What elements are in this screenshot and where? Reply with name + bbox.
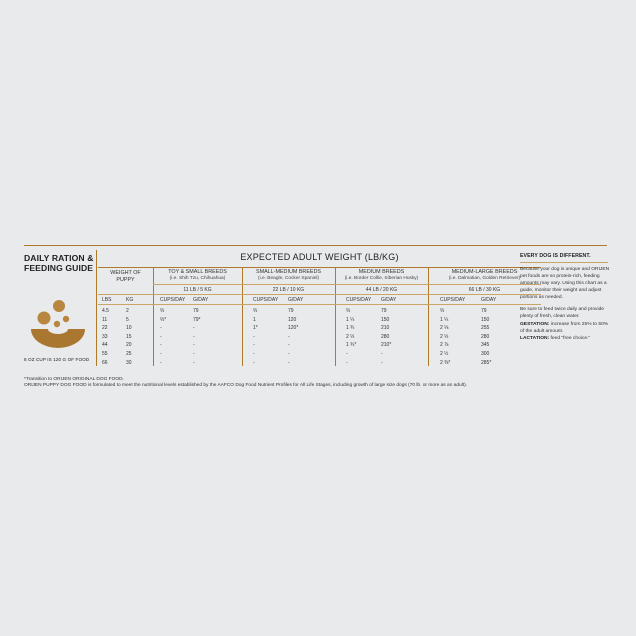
row-cups: 2 ⅞ — [440, 342, 449, 349]
row-grams: 255 — [481, 325, 490, 332]
row-grams: 120 — [288, 316, 297, 323]
breed-name-0: TOY & SMALL BREEDS — [168, 269, 227, 275]
guide-title-line2: FEEDING GUIDE — [24, 263, 94, 273]
cup-note: 8 OZ CUP IS 120 G OF FOOD — [24, 357, 90, 362]
row-grams: - — [193, 359, 195, 366]
row-grams: - — [288, 351, 290, 357]
row-cups: 1 ¾* — [346, 342, 357, 349]
footnotes — [24, 377, 614, 390]
info-divider — [520, 262, 608, 263]
cups-header-3: CUPS/DAY — [440, 297, 466, 303]
row-grams: 285* — [481, 359, 492, 366]
row-grams: 79 — [288, 308, 294, 314]
row-lbs: 33 — [102, 333, 108, 340]
weight-of-puppy-label-1: WEIGHT OF — [110, 270, 141, 276]
row-grams: - — [288, 342, 290, 349]
row-cups: - — [346, 351, 348, 357]
title-divider — [98, 267, 541, 268]
weight-divider — [98, 294, 541, 295]
row-kg: 25 — [126, 351, 132, 357]
guide-header — [24, 253, 96, 362]
row-cups: - — [253, 351, 255, 357]
row-lbs: 55 — [102, 351, 108, 357]
lactation-text: feed "free choice." — [549, 335, 591, 341]
row-cups: ⅔* — [160, 316, 167, 323]
row-lbs: 4.5 — [102, 308, 109, 314]
row-cups: 1 — [253, 316, 256, 323]
breed-sub-1: (i.e. Beagle, Cocker Spaniel) — [257, 276, 320, 281]
row-cups: - — [160, 351, 162, 357]
row-cups: 1 ¾ — [346, 325, 355, 332]
row-grams: 79 — [381, 308, 387, 314]
row-cups: - — [253, 342, 255, 349]
cups-header-1: CUPS/DAY — [253, 297, 279, 303]
row-cups: - — [160, 325, 162, 332]
lbs-header: LBS — [102, 297, 112, 303]
row-cups: - — [253, 359, 255, 366]
row-cups: 2 ⅓ — [440, 333, 449, 340]
row-cups: 1 ¼ — [346, 316, 355, 323]
row-cups: ⅔ — [346, 308, 351, 314]
row-kg: 2 — [126, 308, 129, 314]
row-grams: 280 — [381, 333, 390, 340]
row-cups: 2 ⅜* — [440, 359, 451, 366]
cups-header-2: CUPS/DAY — [346, 297, 372, 303]
row-kg: 5 — [126, 316, 129, 323]
row-cups: 2 ½ — [440, 351, 449, 357]
gday-header-1: G/DAY — [288, 297, 304, 303]
cups-header-0: CUPS/DAY — [160, 297, 186, 303]
breed-name-2: MEDIUM BREEDS — [358, 269, 405, 275]
gday-header-0: G/DAY — [193, 297, 209, 303]
kg-header: KG — [126, 297, 134, 303]
row-kg: 30 — [126, 359, 132, 366]
row-cups: - — [346, 359, 348, 366]
row-grams: 79* — [193, 316, 201, 323]
row-cups: 1* — [253, 325, 258, 332]
row-grams: 210* — [381, 342, 392, 349]
breed-sub-3: (i.e. Dalmatian, Golden Retriever) — [448, 276, 521, 281]
row-lbs: 66 — [102, 359, 108, 366]
row-grams: - — [381, 359, 383, 366]
row-cups: ⅔ — [440, 308, 445, 314]
row-grams: 280 — [481, 333, 490, 340]
gestation-note — [520, 321, 610, 335]
guide-title-line1: DAILY RATION & — [24, 253, 94, 263]
expected-weight-title: EXPECTED ADULT WEIGHT (LB/KG) — [240, 252, 399, 262]
info-column — [520, 253, 610, 342]
row-lbs: 44 — [102, 342, 108, 349]
row-grams: - — [193, 342, 195, 349]
row-kg: 15 — [126, 333, 132, 340]
row-grams: 79 — [481, 308, 487, 314]
row-grams: - — [193, 351, 195, 357]
row-cups: - — [160, 333, 162, 340]
breed-sub-0: (i.e. Shih Tzu, Chihuahua) — [169, 276, 226, 281]
row-cups: - — [160, 359, 162, 366]
gestation-text: increase from 25% to 50% of the adult amount. — [520, 321, 609, 334]
row-grams: - — [193, 333, 195, 340]
info-title: EVERY DOG IS DIFFERENT. — [520, 253, 591, 259]
breed-weight-0: 11 LB / 5 KG — [183, 287, 212, 293]
row-grams: 79 — [193, 308, 199, 314]
row-grams: 150 — [481, 316, 490, 323]
row-grams: - — [288, 333, 290, 340]
gestation-label: GESTATION: — [520, 321, 550, 327]
row-lbs: 22 — [102, 325, 108, 332]
row-lbs: 11 — [102, 316, 108, 323]
row-cups: 1 ¼ — [440, 316, 449, 323]
row-cups: ⅔ — [160, 308, 165, 314]
row-grams: 120* — [288, 325, 299, 332]
gday-header-3: G/DAY — [481, 297, 497, 303]
row-grams: 210 — [381, 325, 390, 332]
breed-weight-1: 22 LB / 10 KG — [272, 287, 305, 293]
food-bowl-icon — [28, 299, 88, 351]
row-cups: 2 ⅛ — [440, 325, 449, 332]
row-grams: 345 — [481, 342, 490, 349]
row-grams: 300 — [481, 351, 490, 357]
footnote-aafco: ORIJEN PUPPY DOG FOOD is formulated to meet the nutritional levels established by the AAFCO Dog Food Nutrient Profiles for All Life Stages, including growth of large size dogs (70 lb. or more as an adult). — [24, 383, 468, 389]
row-kg: 20 — [126, 342, 132, 349]
info-paragraph-2: Be sure to feed twice daily and provide plenty of fresh, clean water. — [520, 306, 605, 319]
row-grams: - — [288, 359, 290, 366]
header-divider — [153, 284, 541, 285]
row-grams: - — [193, 325, 195, 332]
breed-sub-2: (i.e. Border Collie, Siberian Husky) — [344, 276, 419, 281]
row-cups: ⅔ — [253, 308, 258, 314]
row-grams: - — [381, 351, 383, 357]
row-cups: 2 ⅓ — [346, 333, 355, 340]
row-cups: - — [253, 333, 255, 340]
footnote-transition: *Transition to ORIJEN ORIGINAL DOG FOOD. — [24, 377, 124, 382]
breed-name-1: SMALL-MEDIUM BREEDS — [256, 269, 321, 275]
breed-weight-2: 44 LB / 20 KG — [365, 287, 398, 293]
breed-weight-3: 66 LB / 30 KG — [468, 287, 501, 293]
gday-header-2: G/DAY — [381, 297, 397, 303]
left-divider — [96, 250, 97, 366]
feeding-guide-panel — [24, 245, 610, 366]
info-paragraph-1: Because your dog is unique and ORIJEN pet foods are so protein-rich, feeding amounts may vary. Using this chart as a guide, monitor their weight and adjust portions as needed. — [520, 266, 610, 300]
breed-name-3: MEDIUM-LARGE BREEDS — [451, 269, 518, 275]
lactation-note — [520, 335, 610, 342]
row-grams: 150 — [381, 316, 390, 323]
weight-of-puppy-label-2: PUPPY — [116, 277, 135, 283]
row-kg: 10 — [126, 325, 132, 332]
units-divider — [98, 304, 541, 305]
lactation-label: LACTATION: — [520, 335, 550, 341]
row-cups: - — [160, 342, 162, 349]
